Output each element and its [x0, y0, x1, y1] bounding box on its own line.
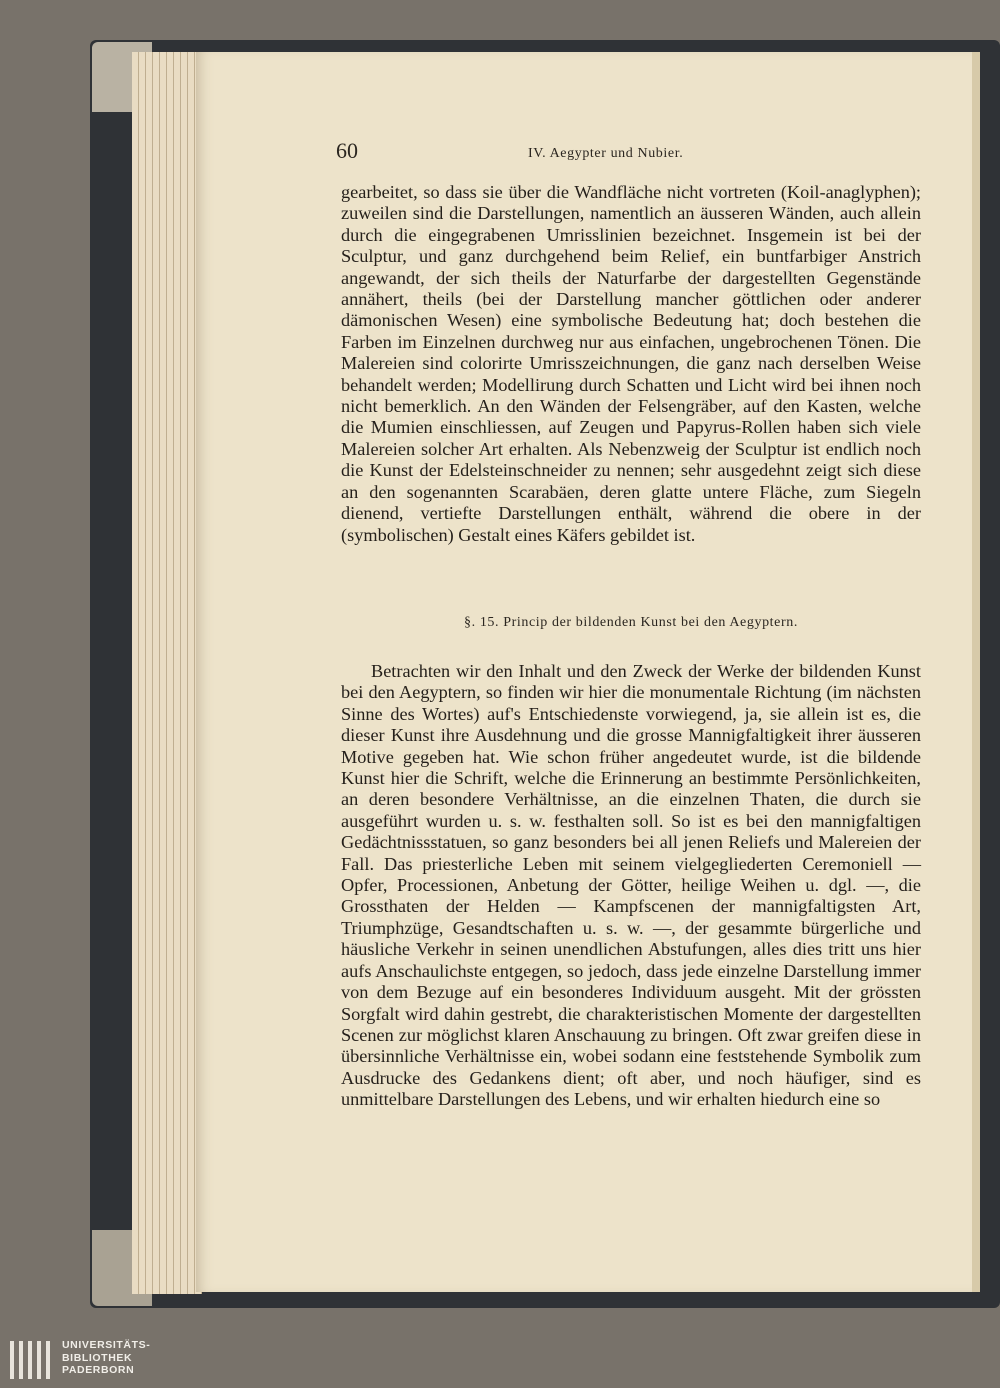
- section-heading: §. 15. Princip der bildenden Kunst bei den Aegyptern.: [464, 615, 798, 630]
- logo-line-3: PADERBORN: [62, 1364, 135, 1377]
- running-head: [336, 138, 926, 170]
- page-right-edge: [972, 52, 980, 1292]
- library-logo-text: [62, 1339, 150, 1377]
- page-edges: [132, 52, 202, 1294]
- logo-line-1: UNIVERSITÄTS-: [62, 1339, 151, 1351]
- library-logo-icon: [10, 1341, 50, 1379]
- paragraph-2: Betrachten wir den Inhalt und den Zweck der Werke der bildenden Kunst bei den Aegyptern, so finden wir hier die monumentale Richtung (im nächsten Sinne des Wortes) auf's Entschiedenste vorwiegend, ja, sie allein ist es, die dieser Kunst ihre Ausdehnung und die grosse Mannigfaltigkeit ihrer äusseren Motive gegeben hat. Wie schon früher angedeutet wurde, ist die bildende Kunst hier die Schrift, welche die Erinnerung an bestimmte Persönlichkeiten, an deren besondere Verhältnisse, an die einzelnen Thaten, die durch sie ausgeführt wurden u. s. w. festhalten soll. So ist es bei den mannigfaltigen Gedächtnissstatuen, so ganz besonders bei all jenen Reliefs und Malereien der Fall. Das priesterliche Leben mit seinem vielgegliederten Ceremoniell — Opfer, Processionen, Anbetung der Götter, heilige Weihen u. dgl. —, die Grossthaten der Helden — Kampfscenen der mannigfaltigsten Art, Triumphzüge, Gesandtschaften u. s. w. —, der gesammte bürgerliche und häusliche Verkehr in seinen unendlichen Abstufungen, alles dies tritt uns hier aufs Anschaulichste entgegen, so jedoch, dass jede einzelne Darstellung immer von dem Bezuge auf ein besonderes Individuum ausgeht. Mit der grössten Sorgfalt wird dahin gestrebt, die charakteristischen Momente der dargestellten Scenen zur möglichst klaren Anschauung zu bringen. Oft zwar greifen diese in übersinnliche Verhältnisse ein, wobei sodann eine feststehende Symbolik zum Ausdrucke des Gedankens dient; oft aber, und noch häufiger, sind es unmittelbare Darstellungen des Lebens, und wir erhalten hiedurch eine so: [341, 661, 921, 1110]
- logo-line-2: BIBLIOTHEK: [62, 1351, 133, 1364]
- page-number: 60: [336, 138, 358, 163]
- running-title: IV. Aegypter und Nubier.: [528, 146, 684, 161]
- library-logo: [10, 1339, 190, 1381]
- paragraph-1: gearbeitet, so dass sie über die Wandfläche nicht vortreten (Koil-anaglyphen); zuweilen sind die Darstellungen, namentlich an äusseren Wänden, auch allein durch die eingegrabenen Umrisslinien bezeichnet. Insgemein ist bei der Sculptur, und ganz durchgehend beim Relief, ein buntfarbiger Anstrich angewandt, der sich theils der Naturfarbe der dargestellten Gegenstände annähert, theils (bei der Darstellung mancher göttlichen oder anderer dämonischen Wesen) eine symbolische Bedeutung hat; doch bestehen die Farben im Einzelnen durchweg nur aus einfachen, ungebrochenen Tönen. Die Malereien sind colorirte Umrisszeichnungen, die ganz nach derselben Weise behandelt werden; Modellirung durch Schatten und Licht wird bei ihnen noch nicht bemerklich. An den Wänden der Felsengräber, auf den Kasten, welche die Mumien einschliessen, auf Zeugen und Papyrus-Rollen haben sich viele Malereien solcher Art erhalten. Als Nebenzweig der Sculptur ist endlich noch die Kunst der Edelsteinschneider zu nennen; sehr ausgedehnt zeigt sich diese an den sogenannten Scarabäen, deren glatte untere Fläche, zum Siegeln dienend, vertiefte Darstellungen enthält, während die obere in der (symbolischen) Gestalt eines Käfers gebildet ist.: [341, 182, 921, 545]
